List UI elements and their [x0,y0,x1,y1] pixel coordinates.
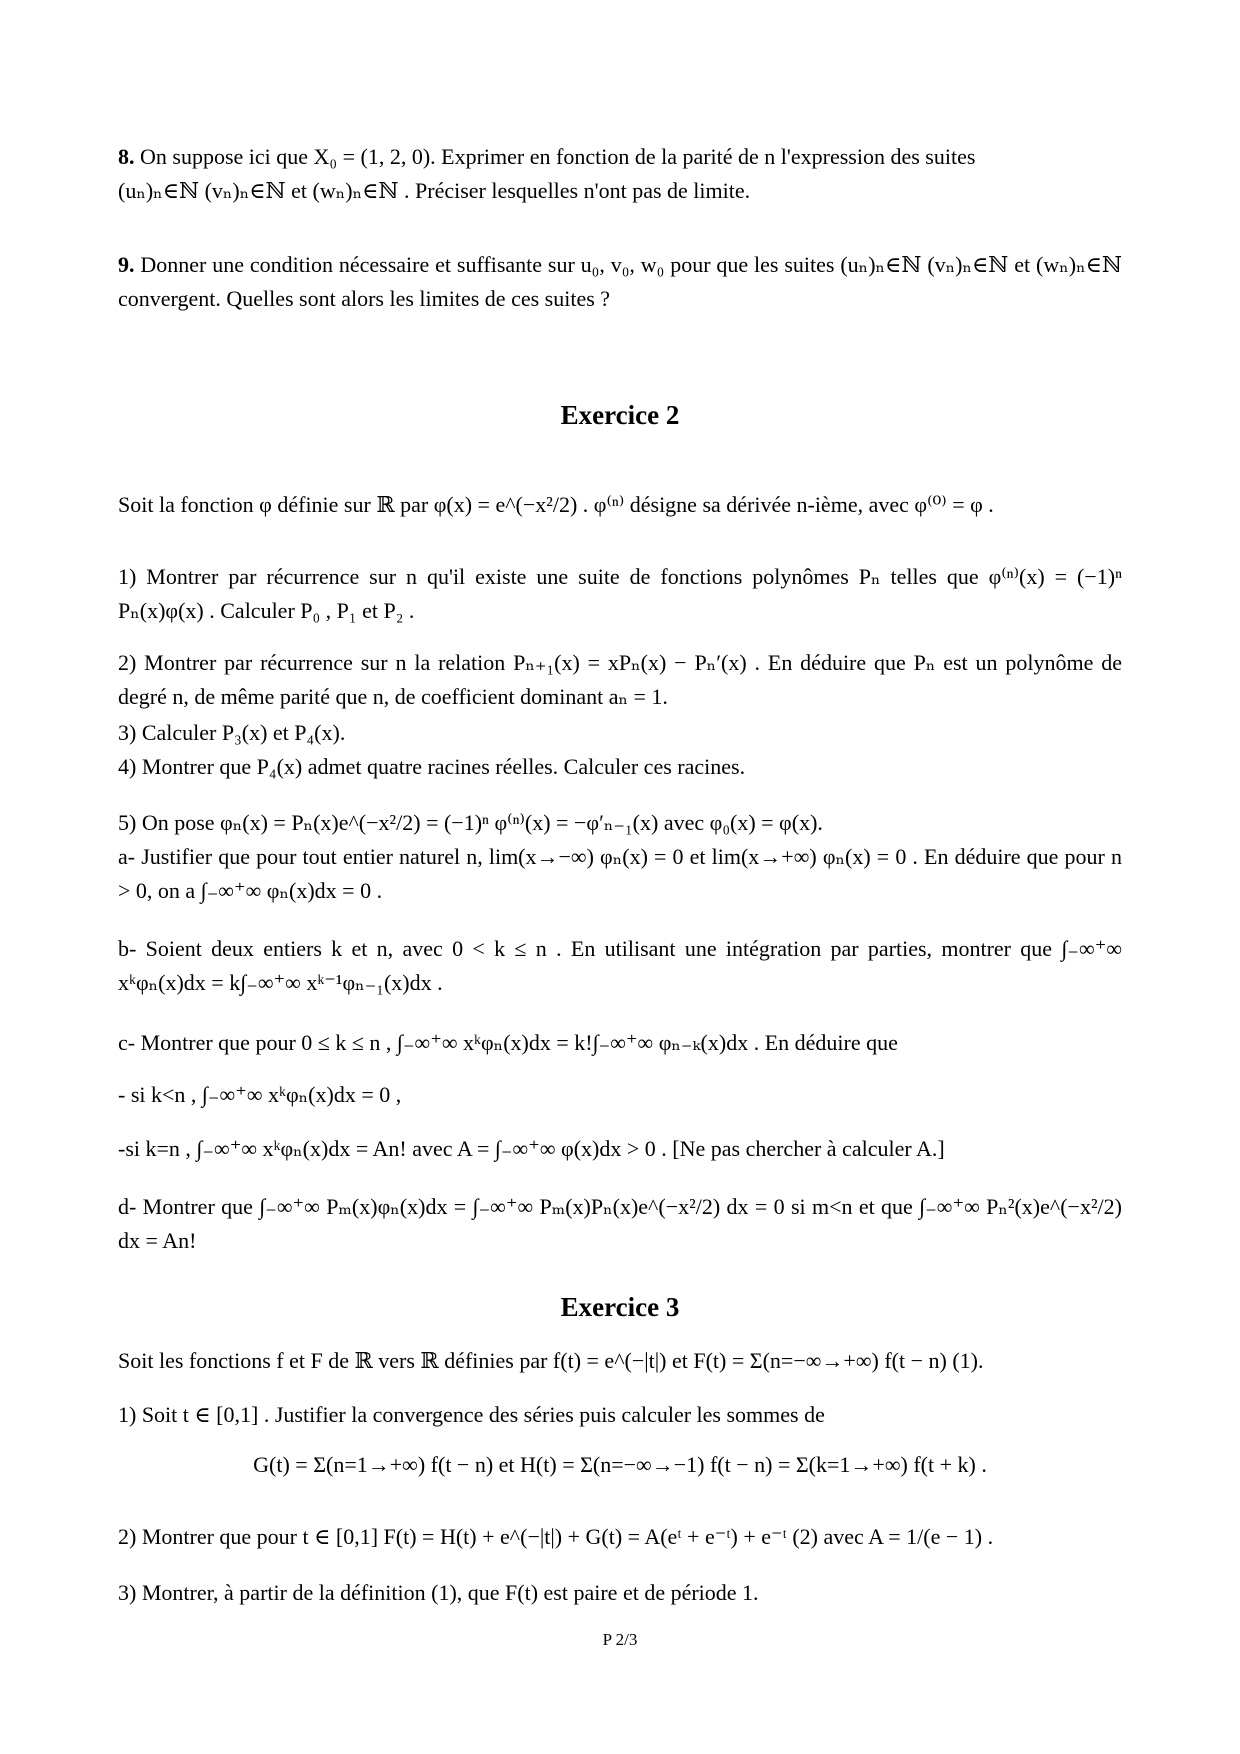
ex2-q5b-text: b- Soient deux entiers k et n, avec 0 < k ≤ n . En utilisant une intégration par parties, montrer que ∫₋∞⁺∞ xᵏφₙ(x)dx = k∫₋∞⁺∞ xᵏ⁻¹φₙ₋₁(x)dx . [118,936,1122,995]
ex3-q3 [118,1576,1122,1610]
ex2-q5c-case1-text: - si k<n , ∫₋∞⁺∞ xᵏφₙ(x)dx = 0 , [118,1082,402,1107]
ex3-q2-text: 2) Montrer que pour t ∈ [0,1] F(t) = H(t) + e^(−|t|) + G(t) = A(eᵗ + e⁻ᵗ) + e⁻ᵗ (2) avec A = 1/(e − 1) . [118,1524,994,1549]
ex2-q3-text: 3) Calculer P₃(x) et P₄(x). [118,720,346,745]
q8-x0-vector: X₀ = (1, 2, 0) [313,144,431,169]
ex2-q5d [118,1190,1122,1258]
ex2-q5c-case2-text: -si k=n , ∫₋∞⁺∞ xᵏφₙ(x)dx = An! avec A = ∫₋∞⁺∞ φ(x)dx > 0 . [Ne pas chercher à calculer A.] [118,1136,945,1161]
ex2-q5a [118,840,1122,908]
exercise-3-title: Exercice 3 [560,1292,680,1322]
ex2-q4-text: 4) Montrer que P₄(x) admet quatre racines réelles. Calculer ces racines. [118,754,746,779]
q8-line2: (uₙ)ₙ∈ℕ (vₙ)ₙ∈ℕ et (wₙ)ₙ∈ℕ . Préciser lesquelles n'ont pas de limite. [118,178,751,203]
ex3-intro-text: Soit les fonctions f et F de ℝ vers ℝ définies par f(t) = e^(−|t|) et F(t) = Σ(n=−∞→+∞) f(t − n) (1). [118,1348,984,1373]
ex2-intro-text: Soit la fonction φ définie sur ℝ par φ(x) = e^(−x²/2) . φ⁽ⁿ⁾ désigne sa dérivée n-ième, avec φ⁽⁰⁾ = φ . [118,492,994,517]
ex2-q5d-text: d- Montrer que ∫₋∞⁺∞ Pₘ(x)φₙ(x)dx = ∫₋∞⁺∞ Pₘ(x)Pₙ(x)e^(−x²/2) dx = 0 si m<n et que ∫₋∞⁺∞ Pₙ²(x)e^(−x²/2) dx = An! [118,1194,1122,1253]
q9-text: Donner une condition nécessaire et suffisante sur u₀, v₀, w₀ pour que les suites (uₙ)ₙ∈ℕ (vₙ)ₙ∈ℕ et (wₙ)ₙ∈ℕ convergent. Quelles sont alors les limites de ces suites ? [118,252,1123,311]
ex2-q2-text: 2) Montrer par récurrence sur n la relation Pₙ₊₁(x) = xPₙ(x) − Pₙ′(x) . En déduire que Pₙ est un polynôme de degré n, de même parité que n, de coefficient dominant aₙ = 1. [118,650,1122,709]
ex2-q5b [118,932,1122,1000]
ex3-q3-text: 3) Montrer, à partir de la définition (1), que F(t) est paire et de période 1. [118,1580,759,1605]
ex2-q5c-case2 [118,1132,1122,1166]
ex3-q1 [118,1398,1122,1432]
q8-text2: . Exprimer en fonction de la parité de n l'expression des suites [430,144,976,169]
ex2-q5 [118,806,1122,840]
q9-number: 9. [118,252,135,277]
ex3-q1-text: 1) Soit t ∈ [0,1] . Justifier la convergence des séries puis calculer les sommes de [118,1402,825,1427]
ex2-q5c-text: c- Montrer que pour 0 ≤ k ≤ n , ∫₋∞⁺∞ xᵏφₙ(x)dx = k!∫₋∞⁺∞ φₙ₋ₖ(x)dx . En déduire que [118,1030,898,1055]
ex2-q5c [118,1026,1122,1060]
ex2-q1-text: 1) Montrer par récurrence sur n qu'il existe une suite de fonctions polynômes Pₙ telles que φ⁽ⁿ⁾(x) = (−1)ⁿ Pₙ(x)φ(x) . Calculer P₀ , P₁ et P₂ . [118,564,1122,623]
ex1-q9 [118,248,1122,316]
ex2-q3 [118,716,1122,750]
ex2-q4 [118,750,1122,784]
ex3-q2 [118,1520,1122,1554]
ex3-intro [118,1344,1122,1378]
ex2-intro [118,488,1122,522]
ex2-q2 [118,646,1122,714]
ex2-q5a-text: a- Justifier que pour tout entier naturel n, lim(x→−∞) φₙ(x) = 0 et lim(x→+∞) φₙ(x) = 0 . En déduire que pour n > 0, on a ∫₋∞⁺∞ φₙ(x)dx = 0 . [118,844,1122,903]
ex1-q8 [118,140,1122,208]
ex3-q1-formula: G(t) = Σ(n=1→+∞) f(t − n) et H(t) = Σ(n=−∞→−1) f(t − n) = Σ(k=1→+∞) f(t + k) . [253,1452,987,1477]
exercise-2-title: Exercice 2 [560,400,680,430]
q8-number: 8. [118,144,135,169]
ex2-q5c-case1 [118,1078,1122,1112]
ex2-q1 [118,560,1122,628]
page-number: P 2/3 [602,1630,638,1649]
q8-text1: On suppose ici que [140,144,309,169]
ex2-q5-text: 5) On pose φₙ(x) = Pₙ(x)e^(−x²/2) = (−1)ⁿ φ⁽ⁿ⁾(x) = −φ′ₙ₋₁(x) avec φ₀(x) = φ(x). [118,810,823,835]
